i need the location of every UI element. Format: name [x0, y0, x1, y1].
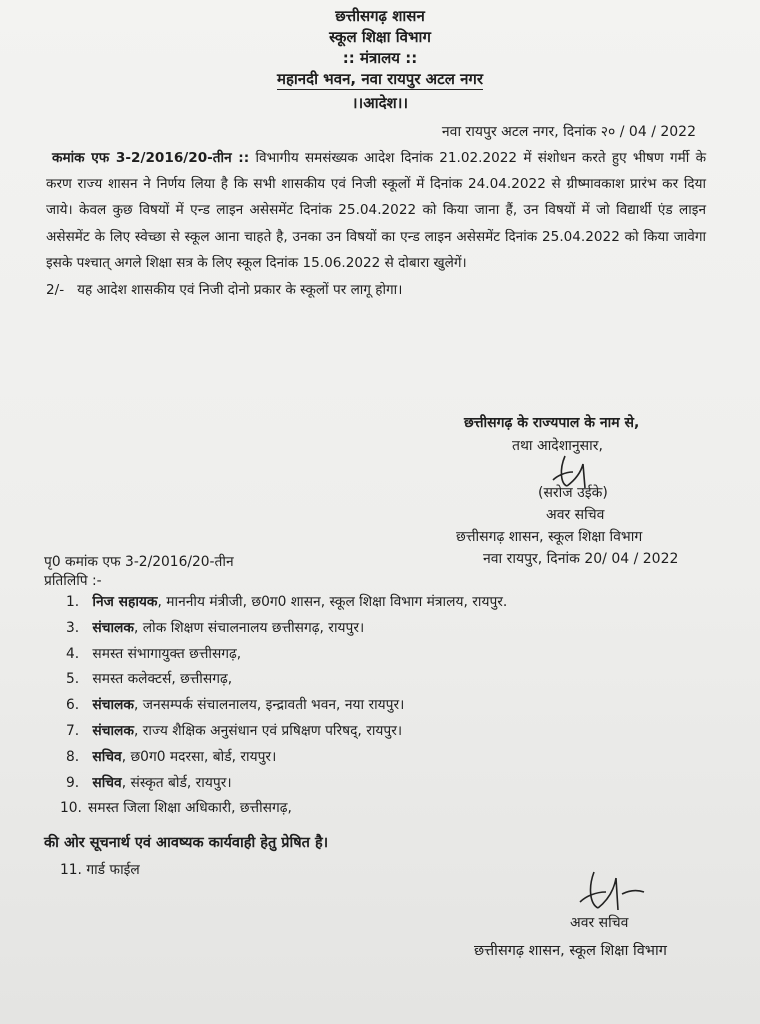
department-name: स्कूल शिक्षा विभाग: [329, 28, 431, 46]
list-item: 4. समस्त संभागायुक्त छत्तीसगढ़,: [66, 645, 242, 662]
list-item: 6. संचालक, जनसम्पर्क संचालनालय, इन्द्रावती भवन, नया रायपुर।: [66, 697, 405, 714]
guard-file-item: 11. गार्ड फाईल: [60, 862, 140, 878]
copy-label: प्रतिलिपि :-: [44, 573, 102, 589]
list-item: 7. संचालक, राज्य शैक्षिक अनुसंधान एवं प्रषिक्षण परिषद्, रायपुर।: [66, 722, 403, 739]
signatory-department: छत्तीसगढ़ शासन, स्कूल शिक्षा विभाग: [456, 529, 643, 545]
copy-recipient-list: [60, 590, 508, 822]
order-paragraph-1: [46, 145, 706, 276]
list-item: 8. सचिव, छ0ग0 मदरसा, बोर्ड, रायपुर।: [66, 748, 277, 765]
order-heading: ।।आदेश।।: [351, 94, 409, 112]
govt-name: छत्तीसगढ़ शासन: [335, 7, 425, 25]
order-number: कमांक एफ 3-2/2016/20-तीन ::: [52, 150, 250, 166]
signatory-designation: अवर सचिव: [546, 507, 605, 523]
order-paragraph-2: [46, 277, 706, 303]
list-item: 5. समस्त कलेक्टर्स, छत्तीसगढ़,: [66, 671, 233, 688]
order-paragraph-1-text: विभागीय समसंख्यक आदेश दिनांक 21.02.2022 में संशोधन करते हुए भीषण गर्मी के करण राज्य शासन ने निर्णय लिया है कि सभी शासकीय एवं निजी स्कूलों में दिनांक 24.04.2022 से ग्रीष्मावकाश प्रारंभ कर दिया जाये। केवल कुछ विषयों में एन्ड लाइन असेसमेंट दिनांक 25.04.2022 को किया जाना हैं, उन विषयों में जो विद्यार्थी एंड लाइन असेसमेंट के लिए स्वेच्छा से स्कूल आना चाहते है, उनका उन विषयों का एन्ड लाइन असेसमेंट दिनांक 25.04.2022 को किया जावेगा इसके पश्चात् अगले शिक्षा सत्र के लिए स्कूल दिनांक 15.06.2022 से दोबारा खुलेगें।: [46, 150, 707, 271]
list-item: 10. समस्त जिला शिक्षा अधिकारी, छत्तीसगढ़,: [60, 800, 292, 817]
list-item: 9. सचिव, संस्कृत बोर्ड, रायपुर।: [66, 774, 232, 791]
list-item: 1. निज सहायक, माननीय मंत्रीजी, छ0ग0 शासन, स्कूल शिक्षा विभाग मंत्रालय, रायपुर.: [66, 594, 508, 610]
order-authority-line: तथा आदेशानुसार,: [512, 438, 603, 454]
address-text: महानदी भवन, नवा रायपुर अटल नगर: [276, 70, 484, 88]
signatory-2-department: छत्तीसगढ़ शासन, स्कूल शिक्षा विभाग: [474, 943, 667, 959]
order-body: [46, 145, 706, 303]
signatory-2-designation: अवर सचिव: [570, 915, 629, 931]
signatory-name: (सरोज उईके): [538, 485, 608, 501]
list-item: 3. संचालक, लोक शिक्षण संचालनालय छत्तीसगढ़, रायपुर।: [66, 619, 365, 636]
copy-order-number: पृ0 कमांक एफ 3-2/2016/20-तीन: [44, 554, 234, 570]
ministry-label: :: मंत्रालय ::: [342, 49, 418, 67]
signature-mark-2: [576, 868, 646, 917]
signature-place-date: नवा रायपुर, दिनांक 20/ 04 / 2022: [483, 551, 679, 567]
address-line: [0, 69, 760, 89]
order-paragraph-2-number: 2/-: [46, 282, 65, 299]
governor-authority-line: छत्तीसगढ़ के राज्यपाल के नाम से,: [464, 415, 640, 431]
closing-line: की ओर सूचनार्थ एवं आवष्यक कार्यवाही हेतु प्रेषित है।: [44, 835, 329, 851]
order-paragraph-2-text: यह आदेश शासकीय एवं निजी दोनो प्रकार के स्कूलों पर लागू होगा।: [77, 282, 403, 299]
order-place-date: नवा रायपुर अटल नगर, दिनांक २० / 04 / 2022: [441, 124, 696, 140]
